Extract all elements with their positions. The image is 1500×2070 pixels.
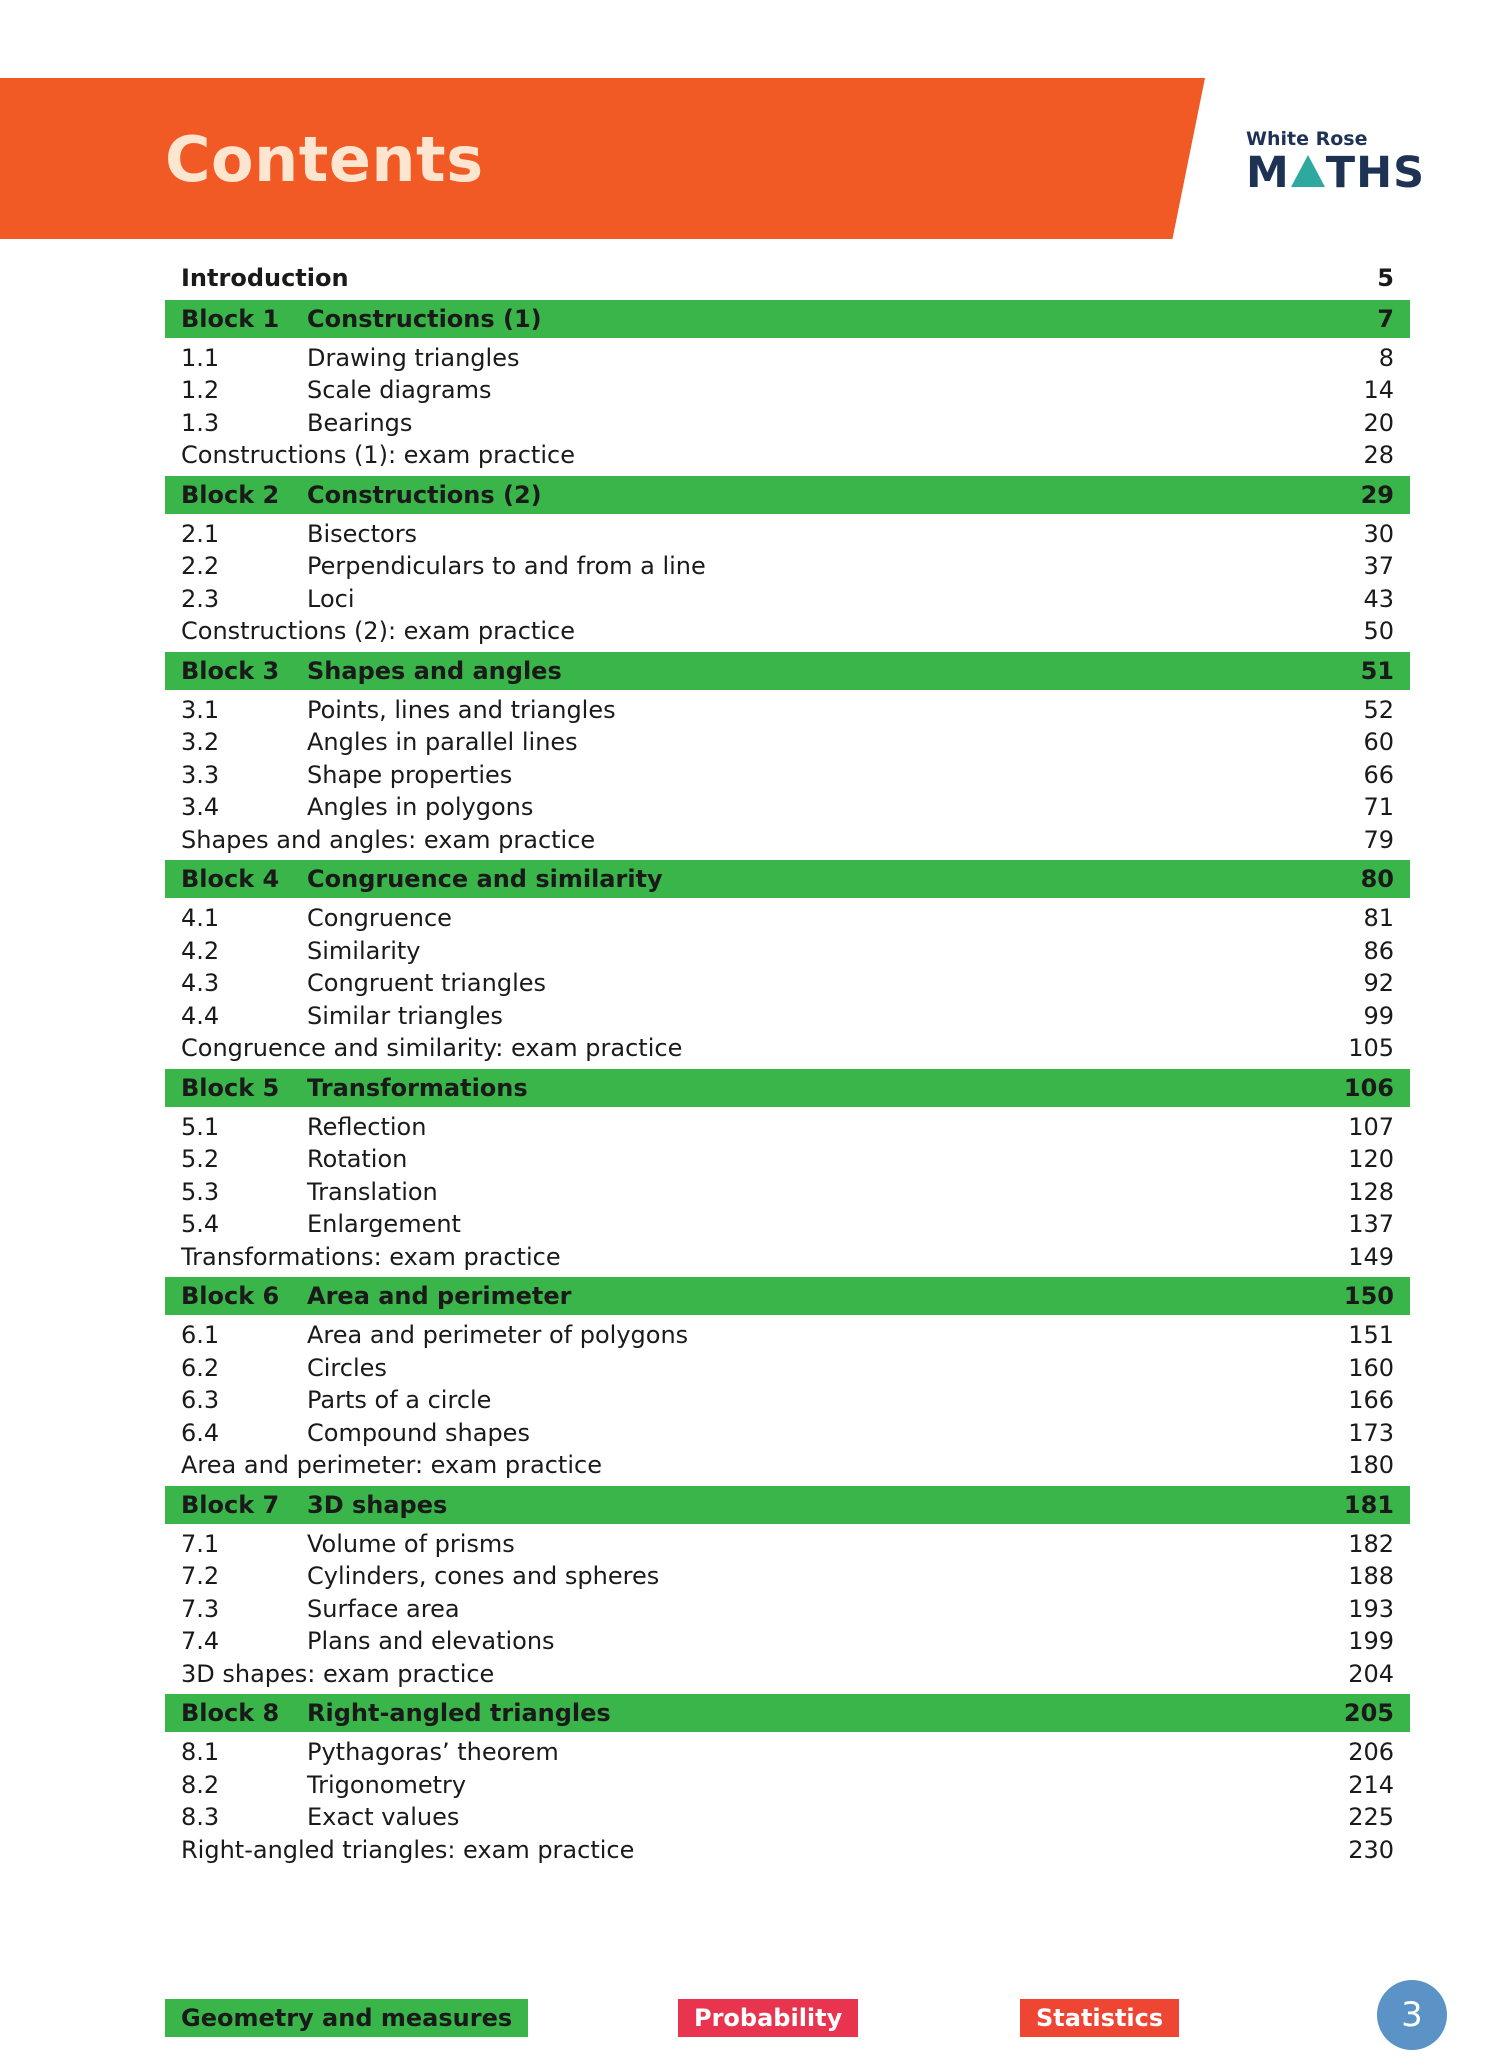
toc-item-page: 71 <box>1363 793 1394 821</box>
block-page: 181 <box>1343 1490 1394 1519</box>
toc-item[interactable] <box>165 1384 1410 1417</box>
exam-practice-title: Shapes and angles: exam practice <box>181 825 596 854</box>
toc-item-page: 160 <box>1348 1353 1394 1382</box>
toc-item-number: 3.1 <box>181 695 220 724</box>
toc-item[interactable] <box>165 342 1410 375</box>
toc-item[interactable] <box>165 791 1410 824</box>
toc-item-number: 3.2 <box>181 728 220 756</box>
toc-item-page: 92 <box>1363 969 1394 997</box>
exam-practice-page: 79 <box>1363 825 1394 854</box>
block-header[interactable] <box>165 1069 1410 1107</box>
toc-item[interactable] <box>165 1352 1410 1385</box>
tag-statistics[interactable]: Statistics <box>1020 1999 1179 2037</box>
toc-item-number: 4.1 <box>181 904 220 932</box>
toc-item[interactable] <box>165 694 1410 727</box>
toc-item-number: 1.2 <box>181 376 220 404</box>
toc-item-title: Translation <box>307 1177 438 1206</box>
toc-item-number: 7.3 <box>181 1594 220 1623</box>
toc-item-page: 173 <box>1348 1418 1394 1447</box>
tag-geometry-and-measures[interactable]: Geometry and measures <box>165 1999 528 2037</box>
toc-item-title: Drawing triangles <box>307 343 520 372</box>
toc-item-title: Angles in parallel lines <box>307 728 578 756</box>
toc-item-title: Reflection <box>307 1112 427 1141</box>
toc-item-number: 1.3 <box>181 408 220 437</box>
toc-item-title: Scale diagrams <box>307 376 492 404</box>
toc-item-number: 6.3 <box>181 1386 220 1414</box>
toc-item[interactable] <box>165 1593 1410 1626</box>
toc-item-number: 5.4 <box>181 1210 220 1238</box>
toc-item-number: 4.3 <box>181 969 220 997</box>
toc-item-number: 6.2 <box>181 1353 220 1382</box>
toc-item-number: 4.2 <box>181 936 220 965</box>
toc-item[interactable] <box>165 518 1410 551</box>
block-title: Transformations <box>307 1073 528 1102</box>
block-title: Area and perimeter <box>307 1282 572 1310</box>
toc-item-title: Cylinders, cones and spheres <box>307 1562 660 1590</box>
exam-practice-page: 105 <box>1348 1034 1394 1062</box>
toc-item[interactable] <box>165 1801 1410 1834</box>
toc-item-page: 120 <box>1348 1145 1394 1173</box>
exam-practice-page: 50 <box>1363 617 1394 645</box>
toc-item[interactable] <box>165 1143 1410 1176</box>
toc-item-page: 182 <box>1348 1529 1394 1558</box>
toc-item-page: 107 <box>1348 1112 1394 1141</box>
toc-item-page: 199 <box>1348 1627 1394 1655</box>
tag-probability[interactable]: Probability <box>678 1999 858 2037</box>
toc-exam-practice[interactable] <box>165 615 1410 648</box>
exam-practice-title: 3D shapes: exam practice <box>181 1659 495 1688</box>
toc-item-number: 6.1 <box>181 1321 220 1349</box>
toc-item-title: Exact values <box>307 1803 460 1831</box>
table-of-contents <box>165 262 1410 1866</box>
block-label: Block 4 <box>181 865 280 893</box>
block-page: 51 <box>1360 656 1394 685</box>
toc-item-title: Bearings <box>307 408 413 437</box>
toc-item-number: 5.2 <box>181 1145 220 1173</box>
toc-item-number: 7.4 <box>181 1627 220 1655</box>
exam-practice-title: Area and perimeter: exam practice <box>181 1451 602 1479</box>
block-header[interactable] <box>165 300 1410 338</box>
toc-item-number: 2.3 <box>181 584 220 613</box>
logo-main-after: THS <box>1325 148 1426 198</box>
block-header[interactable] <box>165 1486 1410 1524</box>
toc-introduction-page: 5 <box>1377 264 1394 292</box>
toc-exam-practice[interactable] <box>165 1241 1410 1274</box>
exam-practice-page: 230 <box>1348 1835 1394 1864</box>
toc-item-number: 3.4 <box>181 793 220 821</box>
block-header[interactable] <box>165 652 1410 690</box>
toc-item-page: 137 <box>1348 1210 1394 1238</box>
toc-item-title: Shape properties <box>307 760 513 789</box>
toc-item[interactable] <box>165 1528 1410 1561</box>
toc-item-title: Area and perimeter of polygons <box>307 1321 689 1349</box>
block-page: 80 <box>1360 865 1394 893</box>
toc-item-page: 66 <box>1363 760 1394 789</box>
toc-item-title: Surface area <box>307 1594 460 1623</box>
block-title: Shapes and angles <box>307 656 562 685</box>
toc-item-page: 14 <box>1363 376 1394 404</box>
toc-item-page: 86 <box>1363 936 1394 965</box>
block-title: Right-angled triangles <box>307 1699 611 1727</box>
logo-main-before: M <box>1246 148 1290 198</box>
toc-item[interactable] <box>165 1417 1410 1450</box>
toc-item-number: 6.4 <box>181 1418 220 1447</box>
toc-item-title: Pythagoras’ theorem <box>307 1738 559 1766</box>
toc-item-page: 166 <box>1348 1386 1394 1414</box>
toc-item[interactable] <box>165 407 1410 440</box>
page-title: Contents <box>165 123 484 196</box>
toc-item[interactable] <box>165 935 1410 968</box>
toc-item-page: 20 <box>1363 408 1394 437</box>
exam-practice-title: Right-angled triangles: exam practice <box>181 1835 635 1864</box>
block-page: 106 <box>1343 1073 1394 1102</box>
toc-item-title: Parts of a circle <box>307 1386 492 1414</box>
toc-exam-practice[interactable] <box>165 1658 1410 1691</box>
exam-practice-page: 28 <box>1363 441 1394 469</box>
toc-item[interactable] <box>165 902 1410 935</box>
toc-item-title: Similar triangles <box>307 1001 503 1030</box>
toc-item[interactable] <box>165 550 1410 583</box>
toc-item-title: Similarity <box>307 936 421 965</box>
toc-item[interactable] <box>165 967 1410 1000</box>
toc-item-page: 214 <box>1348 1770 1394 1799</box>
toc-item-number: 5.3 <box>181 1177 220 1206</box>
block-header[interactable] <box>165 1277 1410 1315</box>
block-label: Block 2 <box>181 480 280 509</box>
block-page: 205 <box>1343 1699 1394 1727</box>
toc-item-number: 8.3 <box>181 1803 220 1831</box>
toc-item-title: Perpendiculars to and from a line <box>307 552 706 580</box>
block-label: Block 7 <box>181 1490 280 1519</box>
toc-item[interactable] <box>165 726 1410 759</box>
toc-exam-practice[interactable] <box>165 1032 1410 1065</box>
toc-item-title: Rotation <box>307 1145 408 1173</box>
toc-item[interactable] <box>165 759 1410 792</box>
toc-item-number: 4.4 <box>181 1001 220 1030</box>
toc-item-title: Trigonometry <box>307 1770 467 1799</box>
toc-item[interactable] <box>165 374 1410 407</box>
toc-item[interactable] <box>165 1560 1410 1593</box>
toc-item-page: 188 <box>1348 1562 1394 1590</box>
toc-item[interactable] <box>165 1319 1410 1352</box>
exam-practice-title: Congruence and similarity: exam practice <box>181 1034 683 1062</box>
toc-item-number: 8.1 <box>181 1738 220 1766</box>
exam-practice-page: 180 <box>1348 1451 1394 1479</box>
toc-exam-practice[interactable] <box>165 1834 1410 1867</box>
toc-item-page: 81 <box>1363 904 1394 932</box>
toc-item-page: 30 <box>1363 519 1394 548</box>
toc-item-page: 8 <box>1378 343 1394 372</box>
toc-item-number: 8.2 <box>181 1770 220 1799</box>
exam-practice-page: 204 <box>1348 1659 1394 1688</box>
toc-item-title: Loci <box>307 584 355 613</box>
toc-item[interactable] <box>165 1111 1410 1144</box>
toc-item-page: 151 <box>1348 1321 1394 1349</box>
block-title: 3D shapes <box>307 1490 448 1519</box>
toc-item[interactable] <box>165 1176 1410 1209</box>
toc-item-title: Circles <box>307 1353 387 1382</box>
toc-item-title: Congruence <box>307 904 452 932</box>
toc-item-page: 128 <box>1348 1177 1394 1206</box>
white-rose-maths-logo <box>1246 128 1426 198</box>
toc-item-title: Bisectors <box>307 519 418 548</box>
exam-practice-page: 149 <box>1348 1242 1394 1271</box>
toc-item-title: Compound shapes <box>307 1418 530 1447</box>
toc-item-page: 52 <box>1363 695 1394 724</box>
block-label: Block 8 <box>181 1699 280 1727</box>
toc-item-title: Volume of prisms <box>307 1529 515 1558</box>
toc-item-page: 206 <box>1348 1738 1394 1766</box>
toc-item[interactable] <box>165 1625 1410 1658</box>
toc-item-page: 37 <box>1363 552 1394 580</box>
block-title: Constructions (1) <box>307 304 542 333</box>
toc-item-title: Enlargement <box>307 1210 461 1238</box>
toc-item-number: 7.1 <box>181 1529 220 1558</box>
logo-triangle-icon <box>1291 155 1325 187</box>
block-page: 7 <box>1377 304 1394 333</box>
toc-exam-practice[interactable] <box>165 824 1410 857</box>
toc-introduction[interactable] <box>165 262 1410 295</box>
toc-exam-practice[interactable] <box>165 439 1410 472</box>
toc-item-title: Plans and elevations <box>307 1627 555 1655</box>
toc-item-title: Congruent triangles <box>307 969 547 997</box>
logo-top-text: White Rose <box>1246 128 1368 150</box>
toc-introduction-label: Introduction <box>181 264 349 292</box>
toc-item[interactable] <box>165 1000 1410 1033</box>
toc-item[interactable] <box>165 583 1410 616</box>
toc-item[interactable] <box>165 1769 1410 1802</box>
block-header[interactable] <box>165 1694 1410 1732</box>
toc-item-page: 225 <box>1348 1803 1394 1831</box>
block-title: Constructions (2) <box>307 480 542 509</box>
toc-item-number: 2.1 <box>181 519 220 548</box>
toc-item-number: 3.3 <box>181 760 220 789</box>
toc-item-title: Angles in polygons <box>307 793 534 821</box>
toc-item-number: 1.1 <box>181 343 220 372</box>
toc-item-page: 193 <box>1348 1594 1394 1623</box>
exam-practice-title: Transformations: exam practice <box>181 1242 561 1271</box>
block-page: 29 <box>1360 480 1394 509</box>
page-number: 3 <box>1377 1980 1447 2050</box>
block-header[interactable] <box>165 476 1410 514</box>
toc-item-number: 2.2 <box>181 552 220 580</box>
block-label: Block 6 <box>181 1282 280 1310</box>
block-label: Block 1 <box>181 304 280 333</box>
toc-item[interactable] <box>165 1208 1410 1241</box>
block-label: Block 5 <box>181 1073 280 1102</box>
toc-item-page: 99 <box>1363 1001 1394 1030</box>
block-title: Congruence and similarity <box>307 865 663 893</box>
toc-item-page: 60 <box>1363 728 1394 756</box>
toc-item-number: 5.1 <box>181 1112 220 1141</box>
toc-exam-practice[interactable] <box>165 1449 1410 1482</box>
block-page: 150 <box>1343 1282 1394 1310</box>
logo-main-text <box>1246 148 1426 198</box>
toc-item-page: 43 <box>1363 584 1394 613</box>
exam-practice-title: Constructions (1): exam practice <box>181 441 575 469</box>
exam-practice-title: Constructions (2): exam practice <box>181 617 575 645</box>
toc-item[interactable] <box>165 1736 1410 1769</box>
block-header[interactable] <box>165 860 1410 898</box>
toc-item-number: 7.2 <box>181 1562 220 1590</box>
toc-item-title: Points, lines and triangles <box>307 695 616 724</box>
block-label: Block 3 <box>181 656 280 685</box>
